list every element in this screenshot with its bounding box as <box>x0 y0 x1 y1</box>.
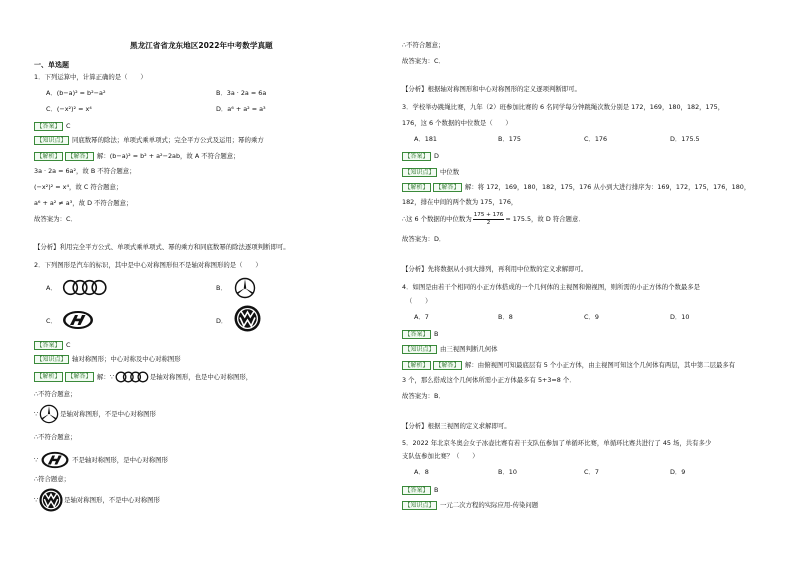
q4-answer: B <box>434 330 439 338</box>
q2-explanation-prefix: 解：∵ <box>97 372 114 381</box>
q2-explanation-line: ∴符合题意； <box>34 475 71 483</box>
q1-explanation-line: a⁶ + a² ≠ a³，故 D 不符合题意； <box>34 199 133 207</box>
q3-stem: 176，这 6 个数据的中位数是（ ） <box>402 119 512 127</box>
analysis-tag: 【分析】 <box>402 85 428 93</box>
median-fraction <box>473 212 505 226</box>
q4-stem: （ ） <box>406 297 432 305</box>
q2-explanation-line: 是轴对称图形，也是中心对称图形， <box>149 372 253 381</box>
q3-option-d: D．175.5 <box>670 135 700 143</box>
q2-option-a-label: A． <box>46 284 57 292</box>
fraction-denominator: 2 <box>486 219 491 226</box>
document-title: 黑龙江省省龙东地区2022年中考数学真题 <box>130 41 273 50</box>
q3-explanation-row <box>402 212 585 226</box>
q2-answer-row <box>34 341 70 350</box>
audi-logo-icon <box>115 371 149 383</box>
section-heading: 一、单选题 <box>34 61 69 69</box>
q4-option-a: A．7 <box>414 313 429 321</box>
knowledge-point-tag: 【知识点】 <box>402 345 437 354</box>
q5-answer-row <box>402 486 438 495</box>
solution-tag: 【解答】 <box>433 361 462 370</box>
answer-tag: 【答案】 <box>402 330 431 339</box>
analysis-tag: 【分析】 <box>34 243 60 251</box>
q4-option-b: B．8 <box>498 313 513 321</box>
explanation-tag: 【解析】 <box>402 361 431 370</box>
q1-explanation-line: 解：(b−a)² = b² + a²−2ab，故 A 不符合题意； <box>97 152 240 160</box>
q1-option-b: B．3a · 2a = 6a <box>216 89 267 97</box>
q2-stem: 2．下列图形是汽车的标识，其中是中心对称图形但不是轴对称图形的是（ ） <box>34 261 262 269</box>
q1-option-a: A．(b−a)² = b²−a² <box>46 89 106 97</box>
q2-explanation-row <box>34 488 160 512</box>
q2-knowledge-point: 轴对称图形；中心对称及中心对称图形 <box>72 355 181 363</box>
explanation-tag: 【解析】 <box>34 152 63 161</box>
q4-explanation-row <box>402 361 735 370</box>
q3-option-a: A．181 <box>414 135 437 143</box>
q4-option-c: C．9 <box>584 313 599 321</box>
volkswagen-logo-icon <box>39 488 63 512</box>
q3-analysis: 先将数据从小到大排列，再利用中位数的定义求解即可。 <box>427 265 588 273</box>
q1-analysis-row <box>34 244 290 250</box>
q5-stem: 支队伍参加比赛？（ ） <box>402 452 479 460</box>
q5-knowledge-point: 一元二次方程的实际应用-传染问题 <box>440 501 539 509</box>
knowledge-point-tag: 【知识点】 <box>34 355 69 364</box>
mercedes-logo-icon <box>234 277 256 299</box>
q2-option-c-label: C． <box>46 317 57 325</box>
q2-continued-line: ∴不符合题意； <box>402 41 445 49</box>
q1-answer: C <box>66 122 71 130</box>
solution-tag: 【解答】 <box>433 183 462 192</box>
analysis-tag: 【分析】 <box>402 422 428 430</box>
q3-stem: 3．学校举办跳绳比赛，九年（2）班参加比赛的 6 名同学每分钟跳绳次数分别是 172，169，180，182，175， <box>402 103 725 111</box>
q3-explanation-line: ∴这 6 个数据的中位数为 <box>402 214 472 223</box>
q3-option-c: C．176 <box>584 135 608 143</box>
q5-option-a: A．8 <box>414 468 429 476</box>
q1-knowledge-row <box>34 136 264 145</box>
volkswagen-logo-icon <box>234 305 261 332</box>
q5-option-b: B．10 <box>498 468 517 476</box>
solution-tag: 【解答】 <box>65 152 94 161</box>
q3-explanation-line: 解：将 172，169，180，182，175，176 从小到大进行排序为：169，172，175，176，180， <box>465 183 751 191</box>
q2-analysis-row <box>402 86 581 92</box>
knowledge-point-tag: 【知识点】 <box>34 136 69 145</box>
explanation-tag: 【解析】 <box>34 372 63 381</box>
mercedes-logo-icon <box>39 404 59 424</box>
q4-explanation-line: 故答案为：B． <box>402 392 445 400</box>
answer-tag: 【答案】 <box>34 122 63 131</box>
q1-knowledge-point: 同底数幂的除法；单项式乘单项式；完全平方公式及运用；幂的乘方 <box>72 136 264 144</box>
answer-tag: 【答案】 <box>34 341 63 350</box>
q3-knowledge-row <box>402 168 459 177</box>
q2-analysis: 根据轴对称图形和中心对称图形的定义逐项判断即可。 <box>427 85 581 93</box>
q2-option-b-label: B． <box>216 284 227 292</box>
fraction-numerator: 175 + 176 <box>473 212 504 218</box>
q1-explanation-line: (−x²)² = x⁴，故 C 符合题意； <box>34 183 123 191</box>
q2-answer: C <box>66 341 71 349</box>
hyundai-logo-icon <box>39 451 71 469</box>
answer-tag: 【答案】 <box>402 152 431 161</box>
q3-answer-row <box>402 152 439 161</box>
knowledge-point-tag: 【知识点】 <box>402 501 437 510</box>
q5-answer: B <box>434 486 439 494</box>
q3-option-b: B．175 <box>498 135 521 143</box>
q1-explanation-line: 3a · 2a = 6a²，故 B 不符合题意； <box>34 167 136 175</box>
q3-knowledge-point: 中位数 <box>440 168 460 176</box>
q3-analysis-row <box>402 266 587 272</box>
because-symbol: ∵ <box>34 455 39 464</box>
q3-explanation-line: 故答案为：D． <box>402 235 446 243</box>
left-column <box>34 0 394 562</box>
q2-continued-line: 故答案为：C． <box>402 57 445 65</box>
q2-knowledge-row <box>34 355 181 364</box>
q2-explanation-line: 是轴对称图形，不是中心对称图形 <box>64 495 160 504</box>
q3-answer: D <box>434 152 439 160</box>
q5-stem: 5．2022 年北京冬奥会女子冰壶比赛有若干支队伍参加了单循环比赛，单循环比赛共进行了 45 场，共有多少 <box>402 439 712 447</box>
because-symbol: ∵ <box>34 495 39 504</box>
answer-tag: 【答案】 <box>402 486 431 495</box>
q4-explanation-line: 解：由俯视图可知最底层有 5 个小正方体，由主视图可知这个几何体有两层，其中第二层最多有 <box>465 361 736 369</box>
q1-option-d: D．a⁶ + a² = a³ <box>216 105 266 113</box>
q5-option-c: C．7 <box>584 468 599 476</box>
q1-option-c: C．(−x²)² = x⁴ <box>46 105 92 113</box>
q2-option-d-label: D． <box>216 317 228 325</box>
explanation-tag: 【解析】 <box>402 183 431 192</box>
q1-explanation-row <box>34 152 240 161</box>
solution-tag: 【解答】 <box>65 372 94 381</box>
q5-option-d: D．9 <box>670 468 686 476</box>
q4-stem: 4．如图是由若干个相同的小正方体搭成的一个几何体的主视图和俯视图，则所需的小正方体的个数最多是 <box>402 283 701 291</box>
q4-option-d: D．10 <box>670 313 690 321</box>
q3-explanation-line: = 175.5，故 D 符合题意． <box>505 214 585 223</box>
q4-analysis-row <box>402 423 511 429</box>
hyundai-logo-icon <box>62 310 94 330</box>
because-symbol: ∵ <box>34 409 39 418</box>
q4-analysis: 根据三视图的定义求解即可。 <box>427 422 511 430</box>
q2-explanation-row <box>34 404 156 424</box>
q4-explanation-line: 3 个，那么搭成这个几何体所需小正方体最多有 5+3=8 个． <box>402 376 576 384</box>
q2-explanation-line: ∴不符合题意； <box>34 390 77 398</box>
audi-logo-icon <box>62 279 108 296</box>
q2-explanation-row <box>34 371 252 383</box>
q1-analysis: 利用完全平方公式、单项式乘单项式、幂的乘方和同底数幂的除法逐项判断即可。 <box>59 243 290 251</box>
q1-answer-row <box>34 122 70 131</box>
q5-knowledge-row <box>402 501 538 510</box>
q4-knowledge-row <box>402 345 498 354</box>
q2-explanation-line: ∴不符合题意； <box>34 433 77 441</box>
q2-explanation-line: 是轴对称图形，不是中心对称图形 <box>60 409 156 418</box>
q3-explanation-row <box>402 183 750 192</box>
knowledge-point-tag: 【知识点】 <box>402 168 437 177</box>
analysis-tag: 【分析】 <box>402 265 428 273</box>
q4-knowledge-point: 由三视图判断几何体 <box>440 345 498 353</box>
q3-explanation-line: 182，排在中间的两个数为 175，176， <box>402 198 518 206</box>
q4-answer-row <box>402 330 438 339</box>
q1-stem: 1．下列运算中，计算正确的是（ ） <box>34 73 147 81</box>
q2-explanation-row <box>34 451 168 469</box>
q1-explanation-line: 故答案为：C． <box>34 215 77 223</box>
right-column <box>402 0 762 562</box>
q2-explanation-line: 不是轴对称图形，是中心对称图形 <box>72 455 168 464</box>
